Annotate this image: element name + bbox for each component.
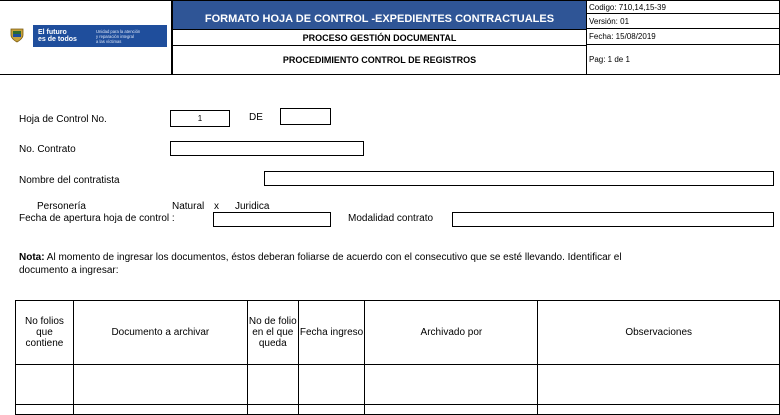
table-cell[interactable] — [365, 365, 538, 405]
col-folios: No folios que contiene — [16, 301, 74, 365]
col-observaciones: Observaciones — [538, 301, 780, 365]
apertura-input[interactable] — [213, 212, 331, 227]
table-cell[interactable] — [365, 405, 538, 415]
natural-label: Natural — [172, 201, 205, 212]
modalidad-input[interactable] — [452, 212, 774, 227]
table-cell[interactable] — [73, 365, 247, 405]
logo-right3: a las víctimas — [96, 38, 122, 44]
coat-of-arms-icon — [10, 27, 24, 43]
table-cell[interactable] — [73, 405, 247, 415]
juridica-label: Juridica — [235, 201, 270, 212]
col-archivado: Archivado por — [365, 301, 538, 365]
col-folio-queda: No de folio en el que queda — [247, 301, 298, 365]
process-title: PROCESO GESTIÓN DOCUMENTAL — [172, 29, 587, 46]
contratista-input[interactable] — [264, 171, 774, 186]
modalidad-label: Modalidad contrato — [348, 213, 434, 224]
table-cell[interactable] — [16, 405, 74, 415]
hoja-control-input[interactable]: 1 — [170, 110, 230, 127]
de-input[interactable] — [280, 108, 331, 125]
nota-text: Al momento de ingresar los documentos, éstos deberan foliarse de acuerdo con el consecutivo que se esté llevando. Identificar el — [44, 252, 622, 263]
col-fecha-ingreso: Fecha ingreso — [298, 301, 365, 365]
natural-mark[interactable]: x — [214, 201, 219, 212]
table-row[interactable] — [16, 365, 780, 405]
nota-bold: Nota: — [19, 252, 45, 263]
table-cell[interactable] — [16, 365, 74, 405]
table-header-row — [16, 301, 780, 365]
table-cell[interactable] — [298, 405, 365, 415]
logo-right2: y reparación integral — [96, 33, 134, 39]
logo-line1: El futuro — [38, 29, 67, 36]
fecha-cell: Fecha: 15/08/2019 — [587, 29, 780, 45]
version-cell: Versión: 01 — [587, 14, 780, 29]
de-label: DE — [249, 112, 263, 123]
table-cell[interactable] — [538, 405, 780, 415]
apertura-label: Fecha de apertura hoja de control : — [19, 213, 175, 224]
table-cell[interactable] — [298, 365, 365, 405]
table-cell[interactable] — [247, 365, 298, 405]
table-cell[interactable] — [247, 405, 298, 415]
logo-block — [0, 0, 172, 75]
codigo-cell: Codigo: 710,14,15-39 — [587, 0, 780, 14]
documents-table — [15, 300, 780, 415]
contrato-input[interactable] — [170, 141, 364, 156]
logo-right1: Unidad para la atención — [96, 28, 141, 34]
nota-line2: documento a ingresar: — [19, 265, 119, 276]
contrato-label: No. Contrato — [19, 144, 76, 155]
nota-line1 — [19, 252, 622, 263]
hoja-control-label: Hoja de Control No. — [19, 114, 107, 125]
personeria-label: Personería — [37, 201, 86, 212]
pag-cell: Pag: 1 de 1 — [587, 45, 780, 75]
logo-banner — [33, 25, 167, 47]
contratista-label: Nombre del contratista — [19, 175, 120, 186]
form-title: FORMATO HOJA DE CONTROL -EXPEDIENTES CONTRACTUALES — [172, 0, 587, 37]
col-documento: Documento a archivar — [73, 301, 247, 365]
table-row[interactable] — [16, 405, 780, 415]
procedure-title: PROCEDIMIENTO CONTROL DE REGISTROS — [172, 45, 587, 75]
table-cell[interactable] — [538, 365, 780, 405]
logo-line2: es de todos — [38, 36, 77, 43]
